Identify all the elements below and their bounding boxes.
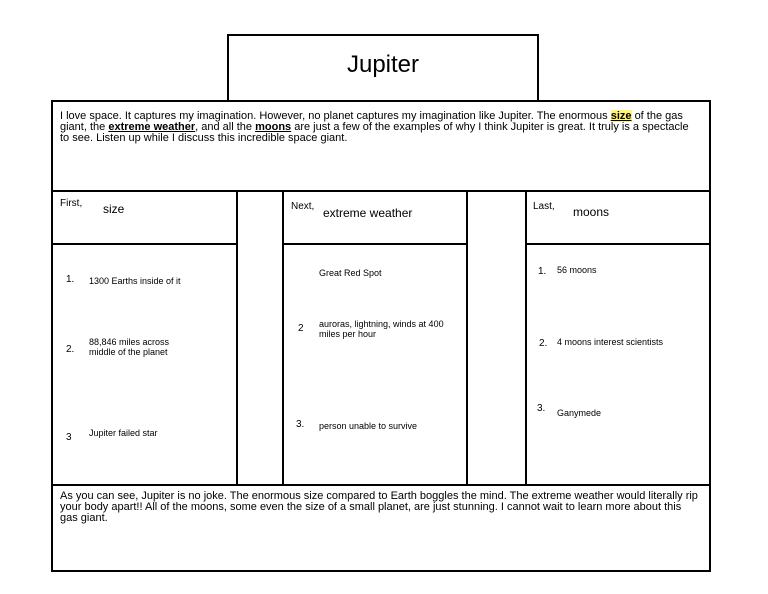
column-body-next — [282, 243, 468, 486]
item-marker: 2. — [539, 338, 548, 349]
item-marker: 2. — [66, 344, 75, 355]
detail-item: 1300 Earths inside of it — [89, 276, 181, 286]
intro-paragraph — [60, 111, 700, 144]
keyword-size: size — [610, 110, 632, 122]
connector-box-1 — [236, 190, 284, 486]
detail-item: 56 moons — [557, 265, 597, 275]
connector-box-2 — [466, 190, 527, 486]
transition-next: Next, — [291, 201, 315, 212]
column-header-first — [51, 190, 238, 245]
keyword-moons: moons — [255, 121, 292, 133]
item-marker: 3 — [66, 432, 72, 443]
detail-item: 4 moons interest scientists — [557, 337, 664, 347]
detail-item: auroras, lightning, winds at 400 miles per hour — [319, 319, 444, 339]
intro-text-a: I love space. It captures my imagination. However, no planet captures my imagination like Jupiter. The enormous — [60, 110, 608, 122]
item-marker: 1. — [66, 274, 75, 285]
detail-item: Ganymede — [557, 408, 602, 418]
title-box — [227, 34, 539, 102]
item-marker: 3. — [537, 403, 546, 414]
conclusion-box — [51, 484, 711, 572]
column-header-last — [525, 190, 711, 245]
detail-item: Great Red Spot — [319, 268, 382, 278]
intro-text-c: , and all the — [195, 121, 253, 133]
column-body-last — [525, 243, 711, 486]
column-header-next — [282, 190, 468, 245]
item-marker: 3. — [296, 419, 305, 430]
transition-first: First, — [60, 198, 83, 209]
topic-last: moons — [573, 205, 610, 219]
keyword-extreme-weather: extreme weather — [108, 121, 196, 133]
intro-text-d: are just a few of the examples of why I think Jupiter is great. It truly is a spectacle to see. Listen up while I discuss this incredible space giant. — [60, 121, 689, 144]
detail-item: 88,846 miles across middle of the planet — [89, 337, 170, 357]
item-marker: 1. — [538, 266, 547, 277]
conclusion-paragraph: As you can see, Jupiter is no joke. The enormous size compared to Earth boggles the mind. The extreme weather would literally rip your body apart!! All of the moons, some even the size of a small planet, are just stunning. I cannot wait to learn more about this gas giant. — [60, 490, 698, 524]
transition-last: Last, — [533, 201, 555, 212]
page-title: Jupiter — [346, 51, 420, 78]
topic-first: size — [103, 202, 125, 216]
item-marker: 2 — [298, 323, 304, 334]
column-body-first — [51, 243, 238, 486]
topic-next: extreme weather — [323, 206, 413, 220]
intro-box — [51, 100, 711, 192]
detail-item: Jupiter failed star — [89, 428, 158, 438]
intro-text-b: of the gas giant, the — [60, 110, 683, 133]
detail-item: person unable to survive — [319, 421, 418, 431]
